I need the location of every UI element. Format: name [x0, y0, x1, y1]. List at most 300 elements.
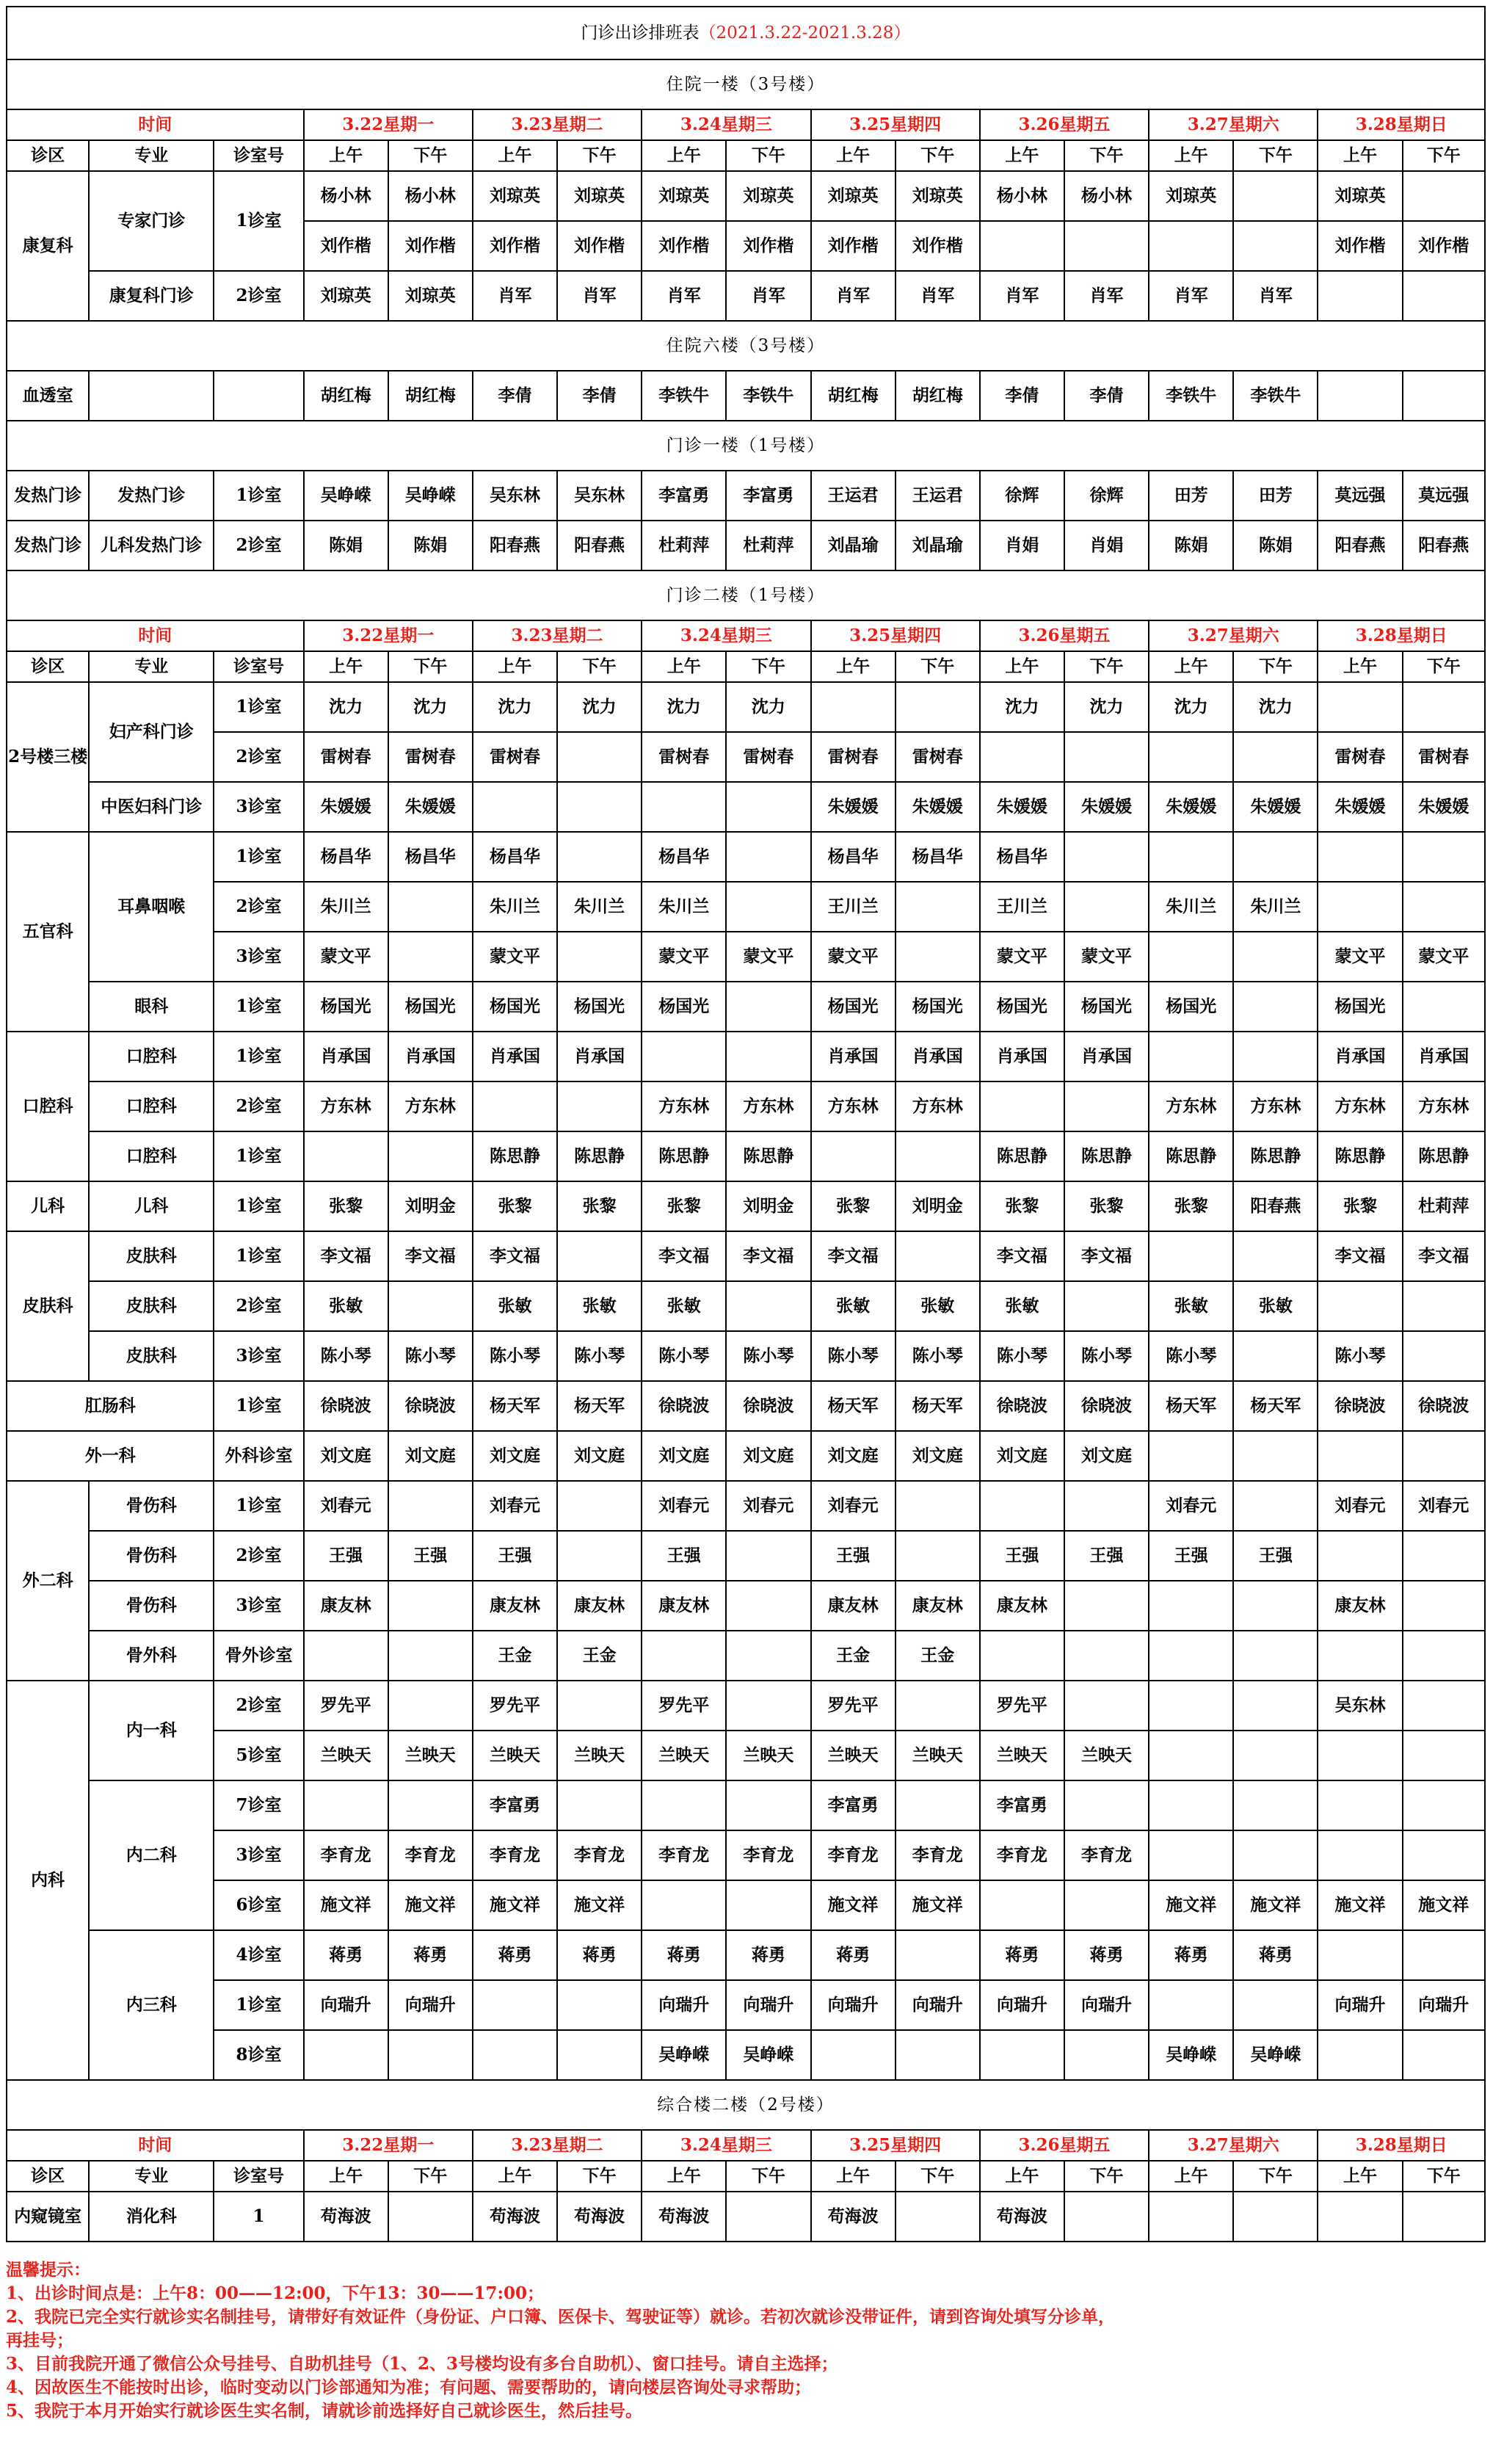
pm-doctor-cell: 阳春燕: [1233, 1181, 1318, 1231]
am-doctor-cell: 刘春元: [304, 1481, 388, 1531]
pm-doctor-cell: [557, 1531, 642, 1581]
pm-doctor-cell: [1403, 1581, 1485, 1631]
am-doctor-cell: 李富勇: [980, 1780, 1064, 1830]
column-header-row: [7, 651, 1485, 682]
specialty-label: 口腔科: [89, 1081, 214, 1131]
time-header: 时间: [7, 2130, 304, 2161]
pm-doctor-cell: 李文福: [1064, 1231, 1149, 1281]
pm-doctor-cell: 李育龙: [388, 1830, 473, 1880]
am-doctor-cell: 田芳: [1149, 471, 1233, 521]
am-doctor-cell: 陈思静: [1149, 1131, 1233, 1181]
pm-doctor-cell: 陈小琴: [388, 1331, 473, 1381]
am-doctor-cell: 杨天军: [811, 1381, 896, 1431]
pm-doctor-cell: [557, 1980, 642, 2030]
pm-doctor-cell: [896, 682, 980, 732]
am-doctor-cell: 王强: [1149, 1531, 1233, 1581]
am-doctor-cell: 徐辉: [980, 471, 1064, 521]
schedule-row: [7, 471, 1485, 521]
am-doctor-cell: 雷树春: [811, 732, 896, 782]
am-doctor-cell: 苟海波: [642, 2192, 726, 2242]
am-doctor-cell: 刘文庭: [642, 1431, 726, 1481]
am-doctor-cell: 雷树春: [473, 732, 557, 782]
pm-doctor-cell: 李文福: [1403, 1231, 1485, 1281]
am-doctor-cell: 杨昌华: [811, 832, 896, 882]
am-doctor-cell: [1318, 1631, 1402, 1681]
pm-doctor-cell: [1233, 2192, 1318, 2242]
note-line: 4、因故医生不能按时出诊，临时变动以门诊部通知为准；有问题、需要帮助的，请向楼层咨询处寻求帮助；: [6, 2377, 812, 2397]
note-line: 3、目前我院开通了微信公众号挂号、自助机挂号（1、2、3号楼均设有多台自助机）、窗口挂号。请自主选择；: [6, 2354, 838, 2374]
am-doctor-cell: 张敏: [642, 1281, 726, 1331]
area-label: 内科: [7, 1681, 89, 2080]
am-header: 上午: [1149, 651, 1233, 682]
am-doctor-cell: 沈力: [1149, 682, 1233, 732]
am-doctor-cell: [304, 1780, 388, 1830]
am-header: 上午: [642, 2161, 726, 2192]
am-doctor-cell: 蒙文平: [642, 932, 726, 982]
am-doctor-cell: [1318, 1780, 1402, 1830]
pm-doctor-cell: [896, 1930, 980, 1980]
am-doctor-cell: 张黎: [1318, 1181, 1402, 1231]
pm-doctor-cell: 吴峥嵘: [1233, 2030, 1318, 2080]
pm-doctor-cell: 向瑞升: [896, 1980, 980, 2030]
am-doctor-cell: 苟海波: [811, 2192, 896, 2242]
room-label: 1诊室: [214, 1181, 303, 1231]
am-doctor-cell: 兰映天: [980, 1731, 1064, 1780]
am-doctor-cell: 肖承国: [980, 1032, 1064, 1081]
pm-doctor-cell: 朱川兰: [557, 882, 642, 932]
am-doctor-cell: 朱媛媛: [1318, 782, 1402, 832]
pm-doctor-cell: [1064, 1281, 1149, 1331]
room-label: 2诊室: [214, 732, 303, 782]
pm-doctor-cell: 杨天军: [557, 1381, 642, 1431]
am-doctor-cell: 王强: [811, 1531, 896, 1581]
pm-doctor-cell: 施文祥: [557, 1880, 642, 1930]
am-doctor-cell: 朱川兰: [642, 882, 726, 932]
am-doctor-cell: 沈力: [642, 682, 726, 732]
pm-doctor-cell: 胡红梅: [896, 371, 980, 421]
pm-doctor-cell: [726, 782, 810, 832]
pm-doctor-cell: [1064, 1631, 1149, 1681]
pm-doctor-cell: 朱媛媛: [1233, 782, 1318, 832]
am-doctor-cell: 兰映天: [642, 1731, 726, 1780]
room-label: 1诊室: [214, 832, 303, 882]
note-line: 再挂号；: [6, 2330, 73, 2350]
pm-doctor-cell: [1064, 1780, 1149, 1830]
pm-doctor-cell: [1403, 1331, 1485, 1381]
pm-doctor-cell: 蒋勇: [726, 1930, 810, 1980]
pm-doctor-cell: 李倩: [557, 371, 642, 421]
am-doctor-cell: 肖军: [980, 271, 1064, 321]
am-doctor-cell: [1149, 932, 1233, 982]
schedule-row: [7, 171, 1485, 221]
am-doctor-cell: 兰映天: [304, 1731, 388, 1780]
am-doctor-cell: [473, 1980, 557, 2030]
specialty-label: 骨伤科: [89, 1531, 214, 1581]
pm-header: 下午: [896, 140, 980, 171]
pm-doctor-cell: 刘文庭: [896, 1431, 980, 1481]
pm-doctor-cell: 刘琼英: [896, 171, 980, 221]
am-doctor-cell: 罗先平: [980, 1681, 1064, 1731]
am-doctor-cell: 朱媛媛: [304, 782, 388, 832]
pm-doctor-cell: [388, 1780, 473, 1830]
pm-doctor-cell: [1233, 1731, 1318, 1780]
day-header: 3.28星期日: [1318, 620, 1485, 651]
specialty-label: 儿科: [89, 1181, 214, 1231]
pm-doctor-cell: [1403, 1830, 1485, 1880]
am-doctor-cell: 苟海波: [304, 2192, 388, 2242]
am-doctor-cell: 杨国光: [473, 982, 557, 1032]
am-doctor-cell: [473, 782, 557, 832]
am-doctor-cell: [1149, 832, 1233, 882]
am-doctor-cell: 陈小琴: [642, 1331, 726, 1381]
am-doctor-cell: [1149, 1780, 1233, 1830]
pm-doctor-cell: 雷树春: [1403, 732, 1485, 782]
am-doctor-cell: [1318, 1830, 1402, 1880]
day-header-row: [7, 109, 1485, 140]
day-header: 3.22星期一: [304, 2130, 473, 2161]
area-label: 皮肤科: [7, 1231, 89, 1381]
am-doctor-cell: 蒙文平: [1318, 932, 1402, 982]
am-doctor-cell: 杨国光: [1318, 982, 1402, 1032]
am-doctor-cell: 蒋勇: [1149, 1930, 1233, 1980]
pm-doctor-cell: 沈力: [726, 682, 810, 732]
day-header: 3.23星期二: [473, 2130, 642, 2161]
pm-doctor-cell: [557, 732, 642, 782]
schedule-row: [7, 1780, 1485, 1830]
am-doctor-cell: 李铁牛: [1149, 371, 1233, 421]
am-doctor-cell: 张黎: [1149, 1181, 1233, 1231]
pm-doctor-cell: [1403, 1281, 1485, 1331]
am-doctor-cell: [304, 1631, 388, 1681]
day-header: 3.25星期四: [811, 109, 980, 140]
am-doctor-cell: 张敏: [811, 1281, 896, 1331]
pm-doctor-cell: 朱媛媛: [896, 782, 980, 832]
pm-doctor-cell: [896, 2030, 980, 2080]
am-doctor-cell: [1318, 1531, 1402, 1581]
pm-doctor-cell: 杜莉萍: [1403, 1181, 1485, 1231]
pm-doctor-cell: 陈小琴: [726, 1331, 810, 1381]
pm-doctor-cell: 肖军: [1233, 271, 1318, 321]
room-label: 1诊室: [214, 1481, 303, 1531]
room-label: 2诊室: [214, 271, 303, 321]
area-label: 儿科: [7, 1181, 89, 1231]
note-line: 2、我院已完全实行就诊实名制挂号，请带好有效证件（身份证、户口簿、医保卡、驾驶证等）就诊。若初次就诊没带证件，请到咨询处填写分诊单，: [6, 2307, 1116, 2327]
pm-doctor-cell: 杨昌华: [896, 832, 980, 882]
am-doctor-cell: 杨国光: [304, 982, 388, 1032]
am-doctor-cell: 刘春元: [1318, 1481, 1402, 1531]
am-doctor-cell: [1318, 682, 1402, 732]
am-doctor-cell: 徐晓波: [1318, 1381, 1402, 1431]
pm-doctor-cell: 李富勇: [726, 471, 810, 521]
schedule-row: [7, 882, 1485, 932]
pm-doctor-cell: 蒙文平: [1064, 932, 1149, 982]
pm-doctor-cell: [557, 1481, 642, 1531]
pm-doctor-cell: 刘文庭: [557, 1431, 642, 1481]
am-doctor-cell: 李倩: [980, 371, 1064, 421]
am-doctor-cell: [980, 221, 1064, 271]
am-doctor-cell: 杨国光: [811, 982, 896, 1032]
pm-doctor-cell: 杨国光: [557, 982, 642, 1032]
pm-doctor-cell: 向瑞升: [388, 1980, 473, 2030]
pm-doctor-cell: 朱川兰: [1233, 882, 1318, 932]
pm-doctor-cell: [1064, 1481, 1149, 1531]
schedule-row: [7, 1181, 1485, 1231]
am-doctor-cell: 莫远强: [1318, 471, 1402, 521]
pm-doctor-cell: 施文祥: [1403, 1880, 1485, 1930]
am-doctor-cell: 朱川兰: [304, 882, 388, 932]
pm-doctor-cell: 陈小琴: [1064, 1331, 1149, 1381]
am-doctor-cell: 刘春元: [473, 1481, 557, 1531]
pm-doctor-cell: [1064, 1581, 1149, 1631]
am-doctor-cell: [1149, 1581, 1233, 1631]
am-doctor-cell: 刘文庭: [811, 1431, 896, 1481]
pm-header: 下午: [1403, 2161, 1485, 2192]
schedule-sheet: [6, 6, 1486, 2423]
am-doctor-cell: 朱川兰: [1149, 882, 1233, 932]
pm-doctor-cell: [557, 1780, 642, 1830]
section-title: 综合楼二楼（2号楼）: [7, 2080, 1485, 2130]
notes-heading: 温馨提示：: [6, 2260, 90, 2280]
pm-doctor-cell: 雷树春: [388, 732, 473, 782]
room-label: 8诊室: [214, 2030, 303, 2080]
room-label: 3诊室: [214, 1331, 303, 1381]
specialty-header: 专业: [89, 2161, 214, 2192]
am-doctor-cell: [1318, 1930, 1402, 1980]
am-doctor-cell: 张黎: [473, 1181, 557, 1231]
am-doctor-cell: [473, 1081, 557, 1131]
am-doctor-cell: 方东林: [811, 1081, 896, 1131]
pm-doctor-cell: [1233, 1681, 1318, 1731]
room-label: 3诊室: [214, 932, 303, 982]
pm-doctor-cell: 康友林: [557, 1581, 642, 1631]
schedule-row: [7, 1681, 1485, 1731]
pm-header: 下午: [388, 651, 473, 682]
am-doctor-cell: 杨昌华: [642, 832, 726, 882]
pm-doctor-cell: 朱媛媛: [1064, 782, 1149, 832]
am-doctor-cell: 肖承国: [304, 1032, 388, 1081]
pm-doctor-cell: [726, 1631, 810, 1681]
am-doctor-cell: 刘琼英: [473, 171, 557, 221]
am-doctor-cell: [1149, 1830, 1233, 1880]
am-doctor-cell: 李育龙: [473, 1830, 557, 1880]
am-doctor-cell: [642, 1780, 726, 1830]
am-doctor-cell: 王川兰: [980, 882, 1064, 932]
am-doctor-cell: 刘晶瑜: [811, 521, 896, 570]
pm-header: 下午: [1064, 651, 1149, 682]
pm-doctor-cell: [1403, 882, 1485, 932]
area-label: 发热门诊: [7, 471, 89, 521]
am-doctor-cell: 李文福: [980, 1231, 1064, 1281]
pm-doctor-cell: 兰映天: [726, 1731, 810, 1780]
pm-doctor-cell: 刘晶瑜: [896, 521, 980, 570]
am-doctor-cell: 陈小琴: [811, 1331, 896, 1381]
schedule-row: [7, 832, 1485, 882]
pm-doctor-cell: 蒋勇: [1233, 1930, 1318, 1980]
area-label: 发热门诊: [7, 521, 89, 570]
am-doctor-cell: 刘琼英: [1149, 171, 1233, 221]
am-doctor-cell: 朱媛媛: [1149, 782, 1233, 832]
pm-doctor-cell: [726, 1880, 810, 1930]
room-header: 诊室号: [214, 140, 303, 171]
am-doctor-cell: 胡红梅: [811, 371, 896, 421]
am-doctor-cell: 张敏: [473, 1281, 557, 1331]
pm-header: 下午: [557, 2161, 642, 2192]
pm-header: 下午: [557, 651, 642, 682]
pm-doctor-cell: 李育龙: [557, 1830, 642, 1880]
am-doctor-cell: 肖军: [811, 271, 896, 321]
pm-doctor-cell: 刘明金: [896, 1181, 980, 1231]
schedule-row: [7, 521, 1485, 570]
day-header: 3.22星期一: [304, 620, 473, 651]
am-header: 上午: [304, 651, 388, 682]
room-label: 2诊室: [214, 1681, 303, 1731]
am-doctor-cell: 张敏: [304, 1281, 388, 1331]
section-title: 住院六楼（3号楼）: [7, 321, 1485, 371]
am-doctor-cell: 朱媛媛: [811, 782, 896, 832]
pm-doctor-cell: [388, 1681, 473, 1731]
schedule-row: [7, 1631, 1485, 1681]
am-doctor-cell: 吴东林: [1318, 1681, 1402, 1731]
pm-doctor-cell: 蒋勇: [388, 1930, 473, 1980]
pm-header: 下午: [1064, 140, 1149, 171]
am-doctor-cell: [1318, 371, 1402, 421]
am-header: 上午: [304, 2161, 388, 2192]
room-label: 1诊室: [214, 471, 303, 521]
schedule-row: [7, 1131, 1485, 1181]
schedule-row: [7, 682, 1485, 732]
day-header: 3.24星期三: [642, 2130, 810, 2161]
pm-doctor-cell: [1233, 221, 1318, 271]
pm-doctor-cell: [1233, 1581, 1318, 1631]
am-doctor-cell: 阳春燕: [1318, 521, 1402, 570]
schedule-row: [7, 732, 1485, 782]
am-doctor-cell: 王强: [980, 1531, 1064, 1581]
pm-doctor-cell: [1403, 2192, 1485, 2242]
pm-doctor-cell: 李文福: [726, 1231, 810, 1281]
am-doctor-cell: 方东林: [304, 1081, 388, 1131]
specialty-label: 康复科门诊: [89, 271, 214, 321]
pm-doctor-cell: [1403, 2030, 1485, 2080]
am-header: 上午: [1149, 140, 1233, 171]
am-doctor-cell: 肖军: [473, 271, 557, 321]
specialty-header: 专业: [89, 140, 214, 171]
am-header: 上午: [473, 140, 557, 171]
room-label: 4诊室: [214, 1930, 303, 1980]
schedule-row: [7, 1880, 1485, 1930]
pm-doctor-cell: 施文祥: [1233, 1880, 1318, 1930]
area-label: 内窥镜室: [7, 2192, 89, 2242]
am-doctor-cell: 刘作楷: [1318, 221, 1402, 271]
specialty-label: 骨外科: [89, 1631, 214, 1681]
am-doctor-cell: 吴峥嵘: [642, 2030, 726, 2080]
am-header: 上午: [980, 2161, 1064, 2192]
pm-doctor-cell: 肖承国: [388, 1032, 473, 1081]
am-doctor-cell: 康友林: [1318, 1581, 1402, 1631]
pm-doctor-cell: 陈思静: [557, 1131, 642, 1181]
schedule-row: [7, 782, 1485, 832]
room-label: 1: [214, 2192, 303, 2242]
am-doctor-cell: 陈小琴: [473, 1331, 557, 1381]
am-doctor-cell: 康友林: [473, 1581, 557, 1631]
am-doctor-cell: 康友林: [304, 1581, 388, 1631]
am-doctor-cell: 施文祥: [811, 1880, 896, 1930]
pm-doctor-cell: 施文祥: [896, 1880, 980, 1930]
am-doctor-cell: 肖承国: [811, 1032, 896, 1081]
pm-doctor-cell: [1064, 221, 1149, 271]
am-doctor-cell: [642, 1880, 726, 1930]
am-doctor-cell: [1149, 2192, 1233, 2242]
am-doctor-cell: 蒋勇: [811, 1930, 896, 1980]
area-label: 口腔科: [7, 1032, 89, 1181]
pm-doctor-cell: [1064, 732, 1149, 782]
time-header: 时间: [7, 109, 304, 140]
am-doctor-cell: [1149, 1731, 1233, 1780]
am-doctor-cell: 杨天军: [1149, 1381, 1233, 1431]
specialty-label: 骨伤科: [89, 1581, 214, 1631]
am-doctor-cell: 王强: [473, 1531, 557, 1581]
room-label: 2诊室: [214, 521, 303, 570]
pm-doctor-cell: 刘作楷: [896, 221, 980, 271]
pm-doctor-cell: [388, 1281, 473, 1331]
room-label: 7诊室: [214, 1780, 303, 1830]
pm-doctor-cell: 刘春元: [726, 1481, 810, 1531]
schedule-row: [7, 1231, 1485, 1281]
am-doctor-cell: 陈娟: [304, 521, 388, 570]
pm-doctor-cell: 杨天军: [896, 1381, 980, 1431]
am-doctor-cell: 陈小琴: [1149, 1331, 1233, 1381]
am-doctor-cell: 杨天军: [473, 1381, 557, 1431]
pm-doctor-cell: [726, 1780, 810, 1830]
pm-doctor-cell: [726, 832, 810, 882]
day-header-row: [7, 2130, 1485, 2161]
am-doctor-cell: 刘文庭: [304, 1431, 388, 1481]
pm-doctor-cell: [1064, 2030, 1149, 2080]
pm-doctor-cell: 雷树春: [896, 732, 980, 782]
am-doctor-cell: 吴峥嵘: [304, 471, 388, 521]
pm-doctor-cell: [896, 882, 980, 932]
am-doctor-cell: [642, 782, 726, 832]
am-doctor-cell: 李铁牛: [642, 371, 726, 421]
am-doctor-cell: 张黎: [811, 1181, 896, 1231]
am-doctor-cell: [980, 1880, 1064, 1930]
am-doctor-cell: 杜莉萍: [642, 521, 726, 570]
pm-doctor-cell: 沈力: [557, 682, 642, 732]
pm-doctor-cell: 李育龙: [726, 1830, 810, 1880]
column-header-row: [7, 140, 1485, 171]
day-header: 3.23星期二: [473, 109, 642, 140]
am-doctor-cell: 李倩: [473, 371, 557, 421]
pm-doctor-cell: [1064, 2192, 1149, 2242]
department-label: 肛肠科: [7, 1381, 214, 1431]
am-doctor-cell: 李富勇: [473, 1780, 557, 1830]
pm-doctor-cell: 肖军: [557, 271, 642, 321]
am-doctor-cell: [980, 1081, 1064, 1131]
am-doctor-cell: [1318, 1281, 1402, 1331]
schedule-row: [7, 932, 1485, 982]
am-doctor-cell: 康友林: [811, 1581, 896, 1631]
am-doctor-cell: 蒋勇: [304, 1930, 388, 1980]
pm-doctor-cell: 刘作楷: [1403, 221, 1485, 271]
am-doctor-cell: 王川兰: [811, 882, 896, 932]
am-doctor-cell: 蒙文平: [980, 932, 1064, 982]
am-doctor-cell: 杨小林: [980, 171, 1064, 221]
pm-doctor-cell: 李育龙: [896, 1830, 980, 1880]
pm-doctor-cell: 苟海波: [557, 2192, 642, 2242]
pm-doctor-cell: 沈力: [1064, 682, 1149, 732]
room-label: 1诊室: [214, 1032, 303, 1081]
pm-doctor-cell: [388, 2192, 473, 2242]
day-header-row: [7, 620, 1485, 651]
